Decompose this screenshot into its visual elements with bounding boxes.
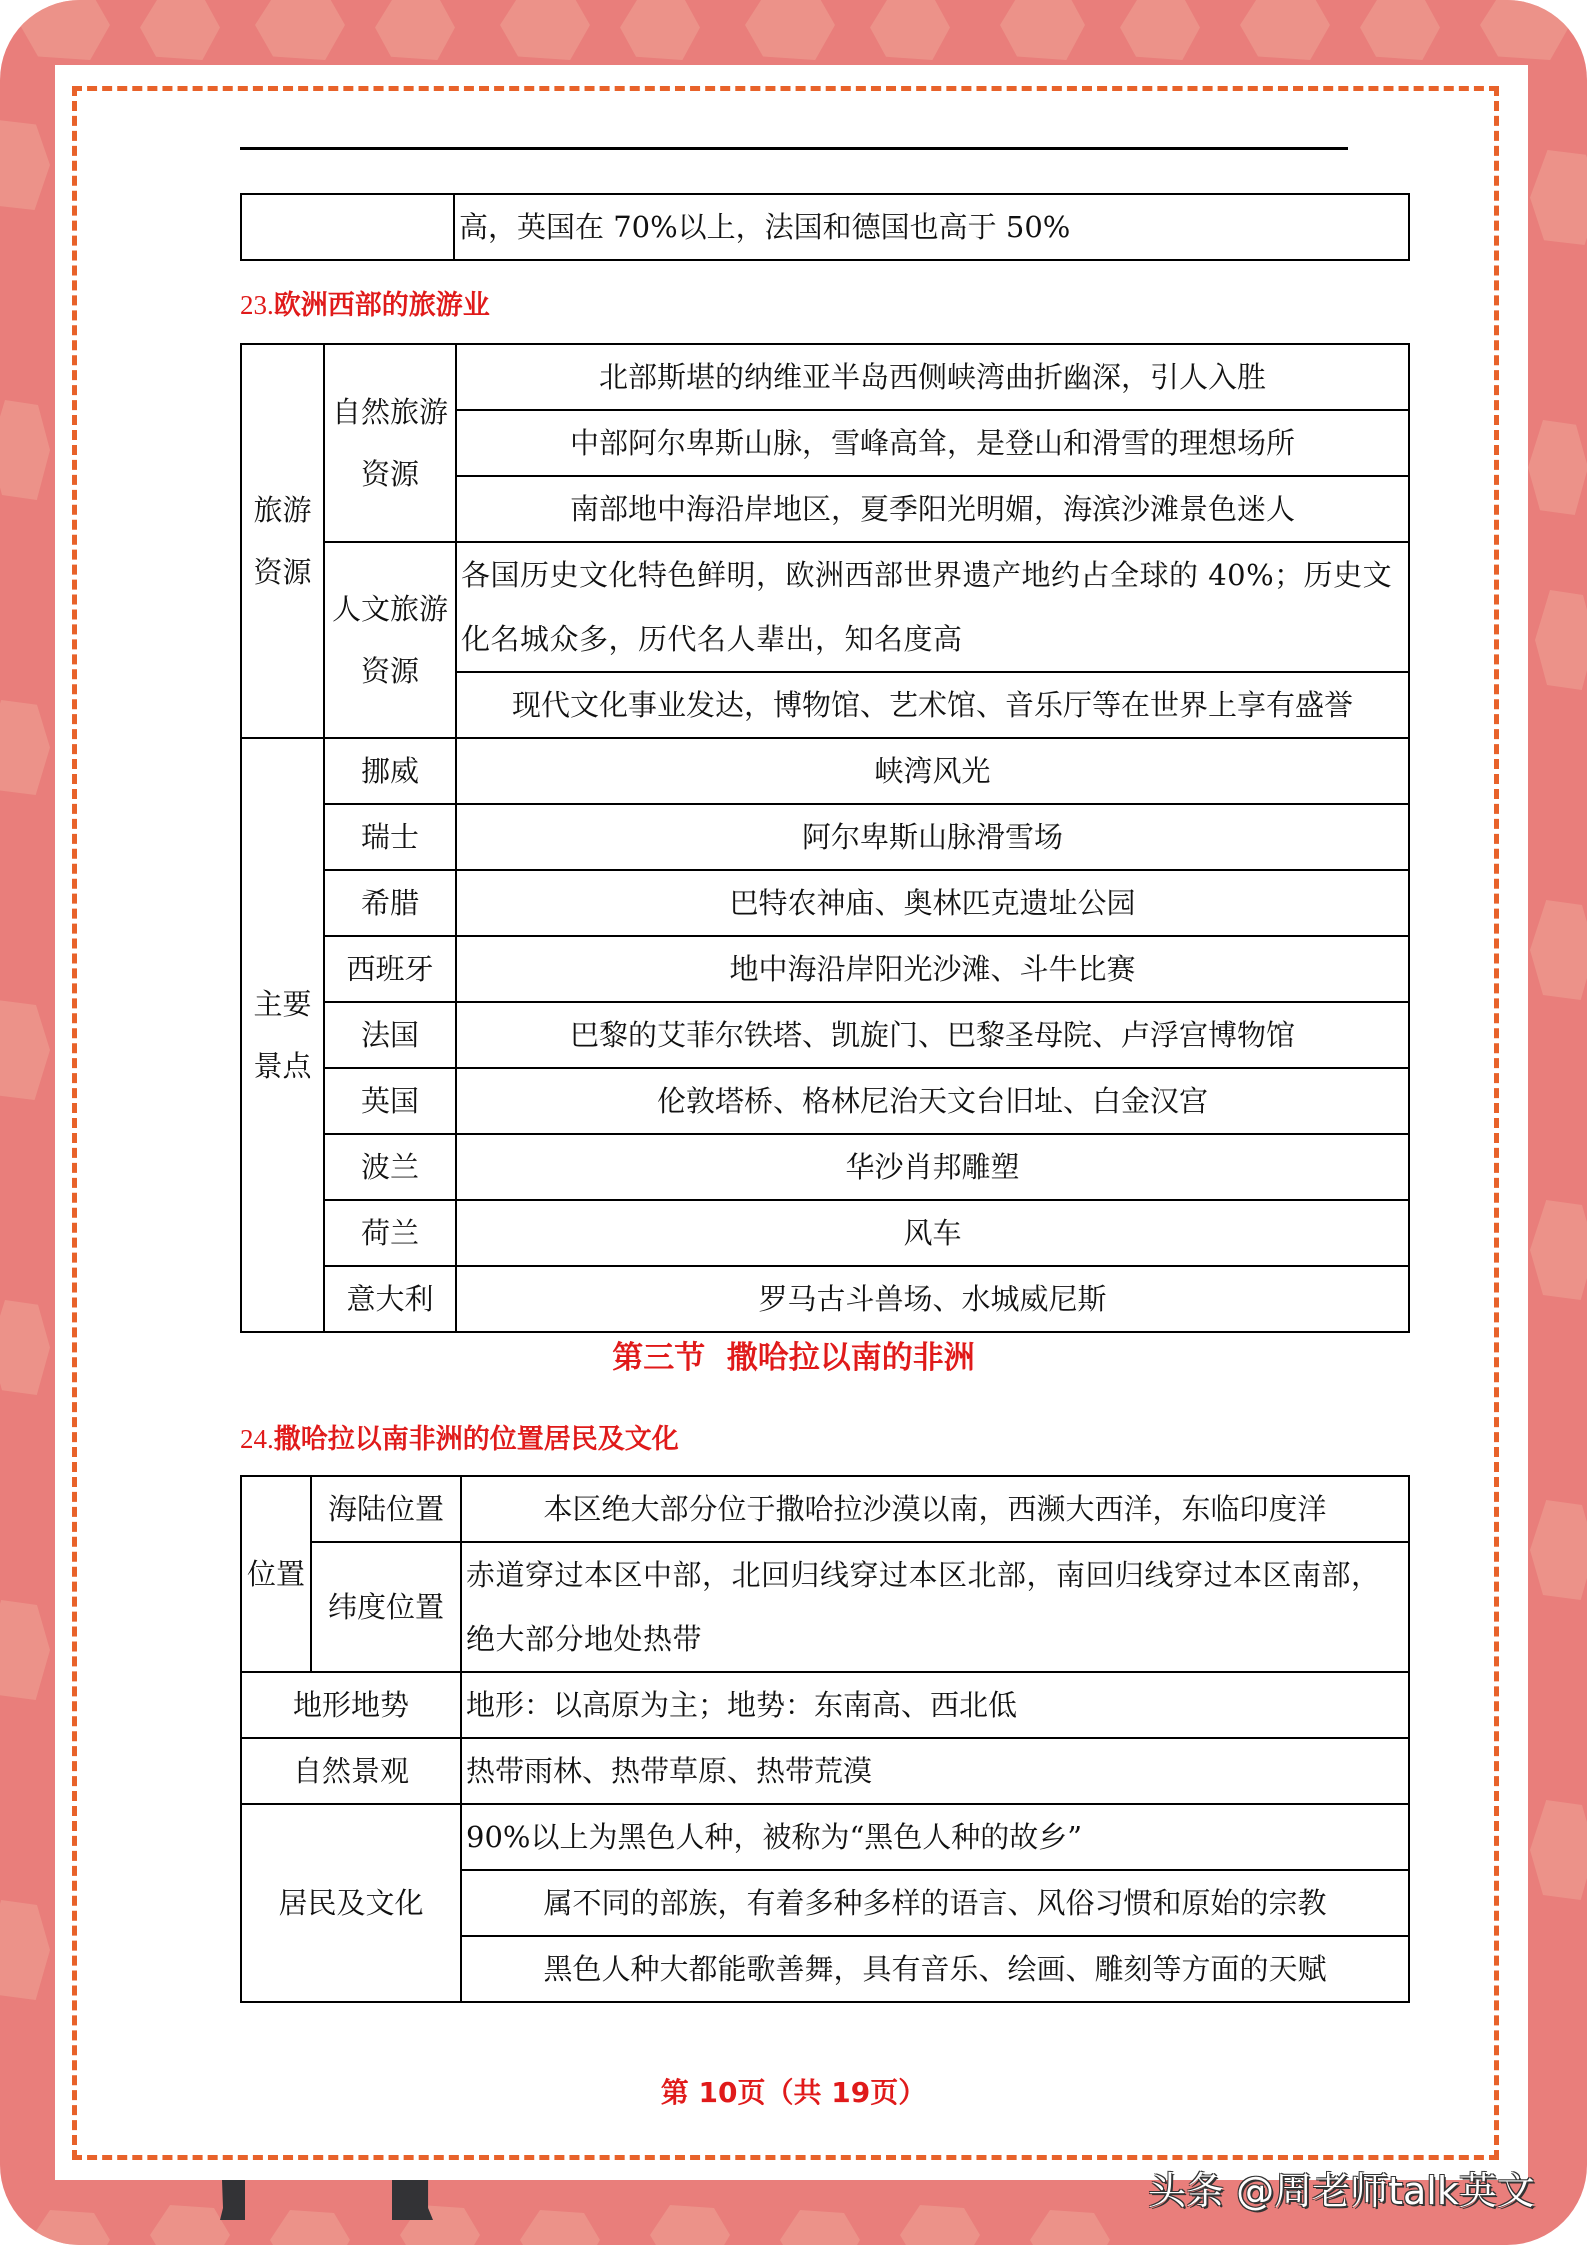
natural-label-text: 自然旅游资源 xyxy=(331,395,448,491)
resources-label xyxy=(241,344,324,738)
decor-hex xyxy=(140,0,220,60)
decor-hex xyxy=(255,0,345,60)
decor-hex xyxy=(150,2205,230,2245)
natural-label xyxy=(324,344,456,542)
table-row xyxy=(241,738,1409,804)
decor-hex xyxy=(1530,150,1587,245)
table-row xyxy=(241,1002,1409,1068)
natural-item: 中部阿尔卑斯山脉，雪峰高耸，是登山和滑雪的理想场所 xyxy=(456,410,1409,476)
decor-hex xyxy=(270,2210,350,2245)
table-row xyxy=(241,1134,1409,1200)
decor-hex xyxy=(375,0,455,60)
decor-hex xyxy=(0,700,50,795)
sites-cell: 罗马古斗兽场、水城威尼斯 xyxy=(456,1266,1409,1332)
decor-hex xyxy=(500,0,590,60)
decor-hex xyxy=(0,1600,50,1700)
section-number: 24. xyxy=(240,1424,274,1454)
table-cell-label xyxy=(241,194,454,260)
page-number: 第 10页（共 19页） xyxy=(660,2076,927,2109)
decor-hex xyxy=(1030,2210,1110,2245)
decor-hex xyxy=(0,400,50,500)
decor-hex xyxy=(620,0,700,60)
country-cell: 挪威 xyxy=(324,738,456,804)
decor-hex xyxy=(1240,0,1330,60)
africa-table xyxy=(240,1475,1410,2003)
natural-item: 北部斯堪的纳维亚半岛西侧峡湾曲折幽深，引人入胜 xyxy=(456,344,1409,410)
table-row xyxy=(241,1738,1409,1804)
tourism-table xyxy=(240,343,1410,1333)
table-row xyxy=(241,542,1409,672)
sites-cell: 巴黎的艾菲尔铁塔、凯旋门、巴黎圣母院、卢浮宫博物馆 xyxy=(456,1002,1409,1068)
table-row xyxy=(241,194,1409,260)
section-23-heading xyxy=(240,283,490,322)
decor-hex xyxy=(1530,1800,1587,1900)
sea-land-label: 海陆位置 xyxy=(311,1476,461,1542)
decor-hex xyxy=(1000,0,1085,60)
country-cell: 荷兰 xyxy=(324,1200,456,1266)
decor-hex xyxy=(1480,0,1570,60)
table-row xyxy=(241,1542,1409,1672)
country-cell: 西班牙 xyxy=(324,936,456,1002)
section-number: 23. xyxy=(240,290,274,320)
cultural-item: 现代文化事业发达，博物馆、艺术馆、音乐厅等在世界上享有盛誉 xyxy=(456,672,1409,738)
decor-leg xyxy=(392,2180,433,2220)
decor-hex xyxy=(900,2205,980,2245)
chapter-heading: 第三节 撒哈拉以南的非洲 xyxy=(612,1340,975,1376)
sites-cell: 巴特农神庙、奥林匹克遗址公园 xyxy=(456,870,1409,936)
country-cell: 英国 xyxy=(324,1068,456,1134)
people-label: 居民及文化 xyxy=(241,1804,461,2002)
sea-land-text: 本区绝大部分位于撒哈拉沙漠以南，西濒大西洋，东临印度洋 xyxy=(461,1476,1409,1542)
decor-hex xyxy=(30,2210,110,2245)
resources-label-text: 旅游资源 xyxy=(253,493,312,589)
decor-leg xyxy=(220,2180,245,2220)
decor-hex xyxy=(20,0,110,60)
latitude-label: 纬度位置 xyxy=(311,1542,461,1672)
table-row xyxy=(241,804,1409,870)
decor-hex xyxy=(1530,1200,1587,1300)
decor-hex xyxy=(520,2210,600,2245)
watermark: 头条 @周老师talk英文 xyxy=(1148,2169,1535,2213)
cultural-label-text: 人文旅游资源 xyxy=(331,592,448,688)
table-row xyxy=(241,870,1409,936)
prev-table xyxy=(240,193,1410,261)
decor-hex xyxy=(870,0,950,60)
decor-hex xyxy=(1120,0,1200,60)
latitude-text: 赤道穿过本区中部，北回归线穿过本区北部，南回归线穿过本区南部，绝大部分地处热带 xyxy=(461,1542,1409,1672)
table-row xyxy=(241,1672,1409,1738)
cultural-label xyxy=(324,542,456,738)
people-item: 属不同的部族，有着多种多样的语言、风俗习惯和原始的宗教 xyxy=(461,1870,1409,1936)
decor-hex xyxy=(745,0,835,60)
sites-cell: 伦敦塔桥、格林尼治天文台旧址、白金汉宫 xyxy=(456,1068,1409,1134)
country-cell: 波兰 xyxy=(324,1134,456,1200)
decor-hex xyxy=(0,120,50,210)
sites-cell: 华沙肖邦雕塑 xyxy=(456,1134,1409,1200)
table-row xyxy=(241,1068,1409,1134)
table-row xyxy=(241,1200,1409,1266)
people-item: 90%以上为黑色人种，被称为“黑色人种的故乡” xyxy=(461,1804,1409,1870)
section-title: 欧洲西部的旅游业 xyxy=(273,290,490,321)
sites-cell: 阿尔卑斯山脉滑雪场 xyxy=(456,804,1409,870)
country-cell: 法国 xyxy=(324,1002,456,1068)
section-title: 撒哈拉以南非洲的位置居民及文化 xyxy=(273,1424,679,1455)
table-cell-text: 高，英国在 70%以上，法国和德国也高于 50% xyxy=(454,194,1409,260)
decor-hex xyxy=(1528,420,1587,515)
sites-cell: 地中海沿岸阳光沙滩、斗牛比赛 xyxy=(456,936,1409,1002)
decor-hex xyxy=(1360,0,1440,60)
terrain-label: 地形地势 xyxy=(241,1672,461,1738)
table-row xyxy=(241,936,1409,1002)
attractions-label xyxy=(241,738,324,1332)
sites-cell: 风车 xyxy=(456,1200,1409,1266)
country-cell: 瑞士 xyxy=(324,804,456,870)
landscape-text: 热带雨林、热带草原、热带荒漠 xyxy=(461,1738,1409,1804)
header-rule xyxy=(240,147,1348,150)
people-item: 黑色人种大都能歌善舞，具有音乐、绘画、雕刻等方面的天赋 xyxy=(461,1936,1409,2002)
terrain-text: 地形：以高原为主；地势：东南高、西北低 xyxy=(461,1672,1409,1738)
attractions-label-text: 主要景点 xyxy=(253,987,312,1083)
table-row xyxy=(241,1804,1409,1870)
table-row xyxy=(241,344,1409,410)
decor-hex xyxy=(0,1900,50,2000)
location-label: 位置 xyxy=(241,1476,311,1672)
decor-hex xyxy=(1530,900,1587,1000)
section-24-heading xyxy=(240,1417,679,1456)
table-row xyxy=(241,1476,1409,1542)
decor-hex xyxy=(1530,1500,1587,1600)
landscape-label: 自然景观 xyxy=(241,1738,461,1804)
country-cell: 希腊 xyxy=(324,870,456,936)
decor-hex xyxy=(0,1000,50,1100)
decor-hex xyxy=(1535,590,1587,690)
table-row xyxy=(241,1266,1409,1332)
natural-item: 南部地中海沿岸地区，夏季阳光明媚，海滨沙滩景色迷人 xyxy=(456,476,1409,542)
country-cell: 意大利 xyxy=(324,1266,456,1332)
cultural-item: 各国历史文化特色鲜明，欧洲西部世界遗产地约占全球的 40%；历史文化名城众多，历代名人辈出，知名度高 xyxy=(456,542,1409,672)
decor-hex xyxy=(650,2205,730,2245)
decor-hex xyxy=(780,2210,860,2245)
sites-cell: 峡湾风光 xyxy=(456,738,1409,804)
